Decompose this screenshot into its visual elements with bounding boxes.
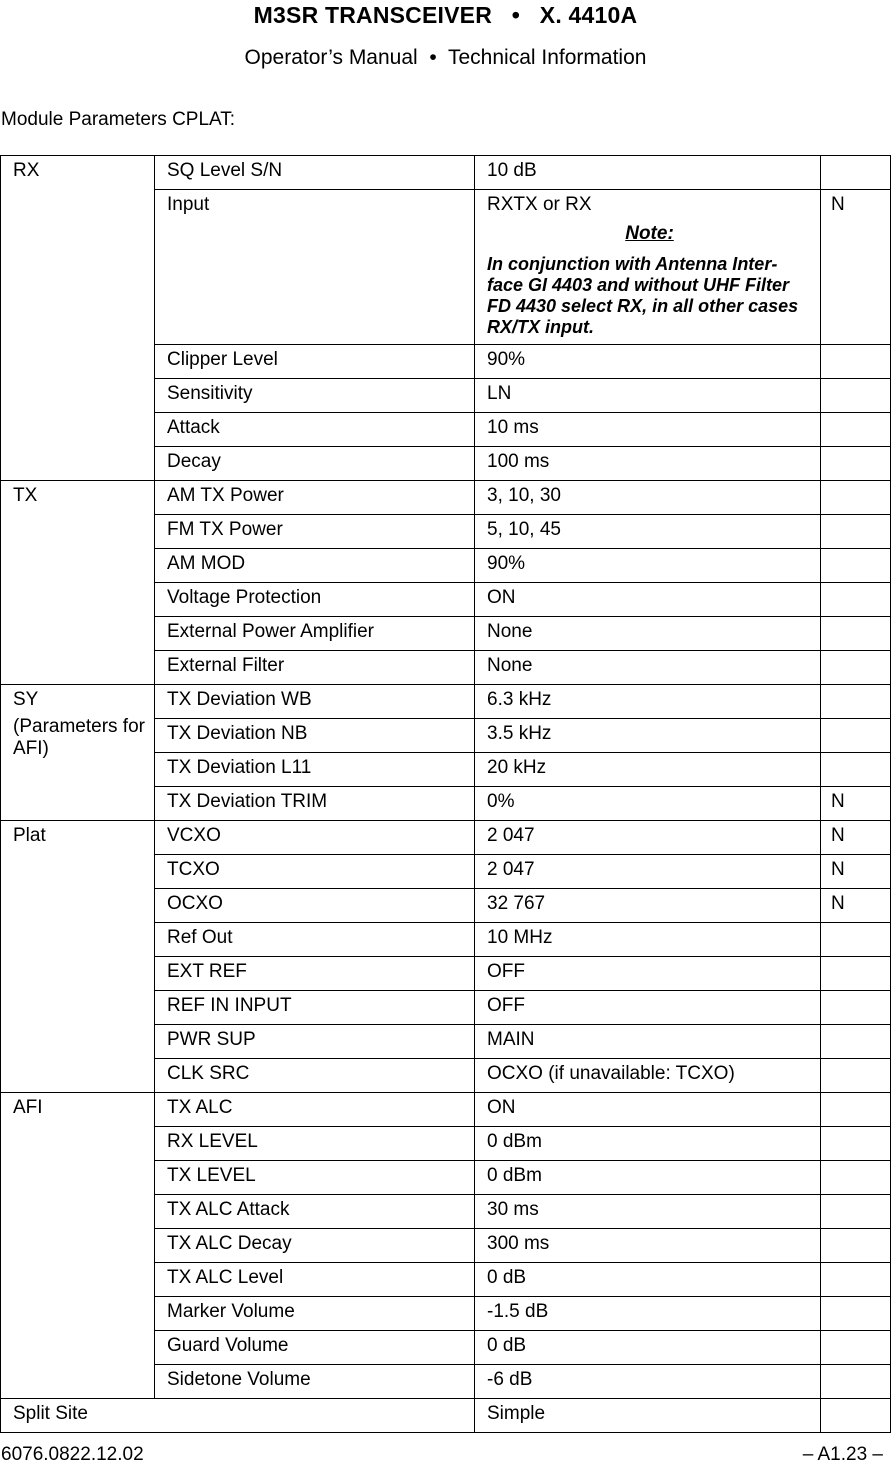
flag-cell: N	[821, 787, 891, 821]
param-cell: FM TX Power	[155, 515, 475, 549]
flag-cell	[821, 1297, 891, 1331]
param-cell: TX ALC Level	[155, 1263, 475, 1297]
group-cell-rx	[1, 156, 155, 481]
table-row	[1, 1399, 891, 1433]
value-cell: None	[475, 617, 821, 651]
flag-cell	[821, 1263, 891, 1297]
group-cell-plat	[1, 821, 155, 1093]
value-cell: 0 dB	[475, 1263, 821, 1297]
value-cell: None	[475, 651, 821, 685]
value-text: RXTX or RX	[487, 194, 592, 215]
param-cell: External Power Amplifier	[155, 617, 475, 651]
value-cell: Simple	[475, 1399, 821, 1433]
flag-cell: N	[821, 821, 891, 855]
flag-cell	[821, 1161, 891, 1195]
flag-cell	[821, 991, 891, 1025]
table-row	[1, 821, 891, 855]
table-row	[1, 156, 891, 190]
note-text: In conjunction with Antenna Inter-face GI 4403 and without UHF Filter FD 4430 select RX, in all other cases RX/TX input.	[487, 254, 799, 337]
value-cell: -1.5 dB	[475, 1297, 821, 1331]
value-cell: 10 ms	[475, 413, 821, 447]
value-cell: 90%	[475, 345, 821, 379]
param-cell: CLK SRC	[155, 1059, 475, 1093]
flag-cell	[821, 617, 891, 651]
param-cell: AM MOD	[155, 549, 475, 583]
flag-cell: N	[821, 855, 891, 889]
table-row	[1, 481, 891, 515]
param-cell: Ref Out	[155, 923, 475, 957]
module-parameters-table	[0, 155, 891, 1433]
group-label: SY	[13, 689, 39, 710]
flag-cell	[821, 923, 891, 957]
param-cell-split-site: Split Site	[1, 1399, 475, 1433]
flag-cell	[821, 549, 891, 583]
value-cell: OCXO (if unavailable: TCXO)	[475, 1059, 821, 1093]
value-cell: MAIN	[475, 1025, 821, 1059]
value-cell: -6 dB	[475, 1365, 821, 1399]
group-cell-afi	[1, 1093, 155, 1399]
page-header-subtitle: Operator’s Manual • Technical Information	[244, 46, 647, 69]
flag-cell	[821, 1195, 891, 1229]
flag-cell	[821, 1399, 891, 1433]
flag-cell	[821, 583, 891, 617]
flag-cell	[821, 719, 891, 753]
param-cell: TCXO	[155, 855, 475, 889]
flag-cell	[821, 753, 891, 787]
param-cell: External Filter	[155, 651, 475, 685]
flag-cell	[821, 651, 891, 685]
value-cell: OFF	[475, 991, 821, 1025]
value-cell: 20 kHz	[475, 753, 821, 787]
param-cell: TX ALC Attack	[155, 1195, 475, 1229]
value-cell: 3.5 kHz	[475, 719, 821, 753]
param-cell: TX Deviation NB	[155, 719, 475, 753]
param-cell: SQ Level S/N	[155, 156, 475, 190]
page-header-title: M3SR TRANSCEIVER • X. 4410A	[253, 2, 638, 28]
flag-cell	[821, 1365, 891, 1399]
value-cell: 2 047	[475, 855, 821, 889]
param-cell: TX Deviation TRIM	[155, 787, 475, 821]
flag-cell	[821, 1059, 891, 1093]
value-cell: 0%	[475, 787, 821, 821]
param-cell: PWR SUP	[155, 1025, 475, 1059]
value-cell: 3, 10, 30	[475, 481, 821, 515]
value-cell: 6.3 kHz	[475, 685, 821, 719]
value-cell: 32 767	[475, 889, 821, 923]
value-cell: 10 dB	[475, 156, 821, 190]
param-cell: TX ALC	[155, 1093, 475, 1127]
flag-cell	[821, 1025, 891, 1059]
param-cell: Guard Volume	[155, 1331, 475, 1365]
param-cell: Clipper Level	[155, 345, 475, 379]
value-cell-with-note	[475, 190, 821, 345]
flag-cell	[821, 515, 891, 549]
param-cell: REF IN INPUT	[155, 991, 475, 1025]
footer-page-number: – A1.23 –	[802, 1444, 883, 1465]
value-cell: 100 ms	[475, 447, 821, 481]
flag-cell	[821, 413, 891, 447]
value-cell: 0 dBm	[475, 1127, 821, 1161]
flag-cell	[821, 1093, 891, 1127]
param-cell: VCXO	[155, 821, 475, 855]
flag-cell	[821, 685, 891, 719]
value-cell: OFF	[475, 957, 821, 991]
group-label: AFI	[13, 1097, 43, 1118]
value-cell: LN	[475, 379, 821, 413]
param-cell: OCXO	[155, 889, 475, 923]
value-cell: 90%	[475, 549, 821, 583]
value-cell: ON	[475, 1093, 821, 1127]
group-label: RX	[13, 160, 40, 181]
param-cell: TX ALC Decay	[155, 1229, 475, 1263]
param-cell: TX Deviation WB	[155, 685, 475, 719]
param-cell: EXT REF	[155, 957, 475, 991]
value-cell: 10 MHz	[475, 923, 821, 957]
param-cell: Marker Volume	[155, 1297, 475, 1331]
group-cell-tx	[1, 481, 155, 685]
section-title: Module Parameters CPLAT:	[1, 109, 236, 130]
flag-cell	[821, 447, 891, 481]
param-cell: Decay	[155, 447, 475, 481]
param-cell: AM TX Power	[155, 481, 475, 515]
param-cell: Sidetone Volume	[155, 1365, 475, 1399]
flag-cell	[821, 1331, 891, 1365]
param-cell: TX LEVEL	[155, 1161, 475, 1195]
group-label: TX	[13, 485, 38, 506]
flag-cell	[821, 1127, 891, 1161]
value-cell: 0 dB	[475, 1331, 821, 1365]
flag-cell	[821, 957, 891, 991]
group-sublabel: (Parameters for AFI)	[13, 716, 145, 759]
value-cell: ON	[475, 583, 821, 617]
param-cell: Sensitivity	[155, 379, 475, 413]
group-cell-sy	[1, 685, 155, 821]
param-cell: RX LEVEL	[155, 1127, 475, 1161]
table-row	[1, 1093, 891, 1127]
flag-cell	[821, 1229, 891, 1263]
footer-doc-number: 6076.0822.12.02	[1, 1444, 144, 1465]
value-cell: 300 ms	[475, 1229, 821, 1263]
param-cell: Input	[155, 190, 475, 345]
value-cell: 0 dBm	[475, 1161, 821, 1195]
value-cell: 2 047	[475, 821, 821, 855]
value-cell: 5, 10, 45	[475, 515, 821, 549]
flag-cell	[821, 156, 891, 190]
param-cell: Voltage Protection	[155, 583, 475, 617]
flag-cell	[821, 481, 891, 515]
flag-cell	[821, 379, 891, 413]
param-cell: Attack	[155, 413, 475, 447]
note-title: Note:	[625, 223, 674, 244]
group-label: Plat	[13, 825, 46, 846]
table-row	[1, 685, 891, 719]
flag-cell: N	[821, 190, 891, 345]
flag-cell	[821, 345, 891, 379]
value-cell: 30 ms	[475, 1195, 821, 1229]
flag-cell: N	[821, 889, 891, 923]
param-cell: TX Deviation L11	[155, 753, 475, 787]
